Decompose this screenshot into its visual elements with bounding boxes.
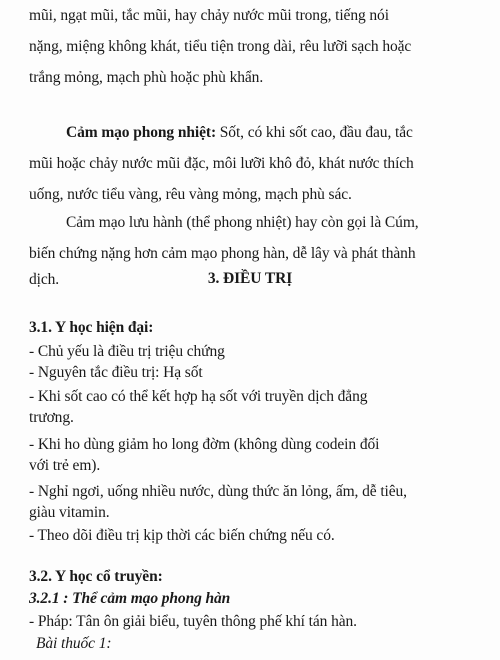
text-line: nặng, miệng không khát, tiểu tiện trong dài, rêu lưỡi sạch hoặc — [29, 38, 412, 55]
text-line: uống, nước tiểu vàng, rêu vàng mỏng, mạch phù sác. — [29, 186, 352, 203]
list-item: - Theo dõi điều trị kịp thời các biến chứng nếu có. — [29, 527, 335, 544]
list-item-continuation: trương. — [29, 409, 74, 426]
list-item-continuation: giàu vitamin. — [29, 504, 110, 521]
list-item: - Nguyên tắc điều trị: Hạ sốt — [29, 364, 203, 381]
text-line: mũi, ngạt mũi, tắc mũi, hay chảy nước mũi trong, tiếng nói — [29, 7, 389, 24]
list-item-continuation: với trẻ em). — [29, 457, 101, 474]
list-item: - Pháp: Tân ôn giải biểu, tuyên thông phế khí tán hàn. — [29, 613, 357, 630]
list-item: - Chủ yếu là điều trị triệu chứng — [29, 343, 225, 360]
text-line: dịch. — [29, 271, 60, 288]
text-line: biến chứng nặng hơn cảm mạo phong hàn, dễ lây và phát thành — [29, 245, 416, 262]
subsection-heading: 3.2. Y học cổ truyền: — [29, 568, 163, 585]
list-item: - Khi ho dùng giảm ho long đờm (không dùng codein đối — [29, 436, 380, 453]
term-label: Cảm mạo phong nhiệt: — [66, 124, 217, 141]
text-line: mũi hoặc chảy nước mũi đặc, môi lưỡi khô đỏ, khát nước thích — [29, 155, 414, 172]
remedy-label: Bài thuốc 1: — [36, 635, 112, 652]
sub-subsection-heading: 3.2.1 : Thể cảm mạo phong hàn — [29, 590, 231, 607]
list-item: - Khi sốt cao có thể kết hợp hạ sốt với truyền dịch đẳng — [29, 388, 368, 405]
subsection-heading: 3.1. Y học hiện đại: — [29, 319, 154, 336]
section-heading: 3. ĐIỀU TRỊ — [207, 270, 293, 287]
text-line — [66, 123, 500, 143]
text-line: trắng mỏng, mạch phù hoặc phù khẩn. — [29, 69, 264, 86]
text-line: Cảm mạo lưu hành (thể phong nhiệt) hay còn gọi là Cúm, — [66, 214, 419, 231]
list-item: - Nghỉ ngơi, uống nhiều nước, dùng thức ăn lỏng, ấm, dễ tiêu, — [29, 483, 407, 500]
term-description: Sốt, có khi sốt cao, đầu đau, tắc — [216, 124, 413, 141]
